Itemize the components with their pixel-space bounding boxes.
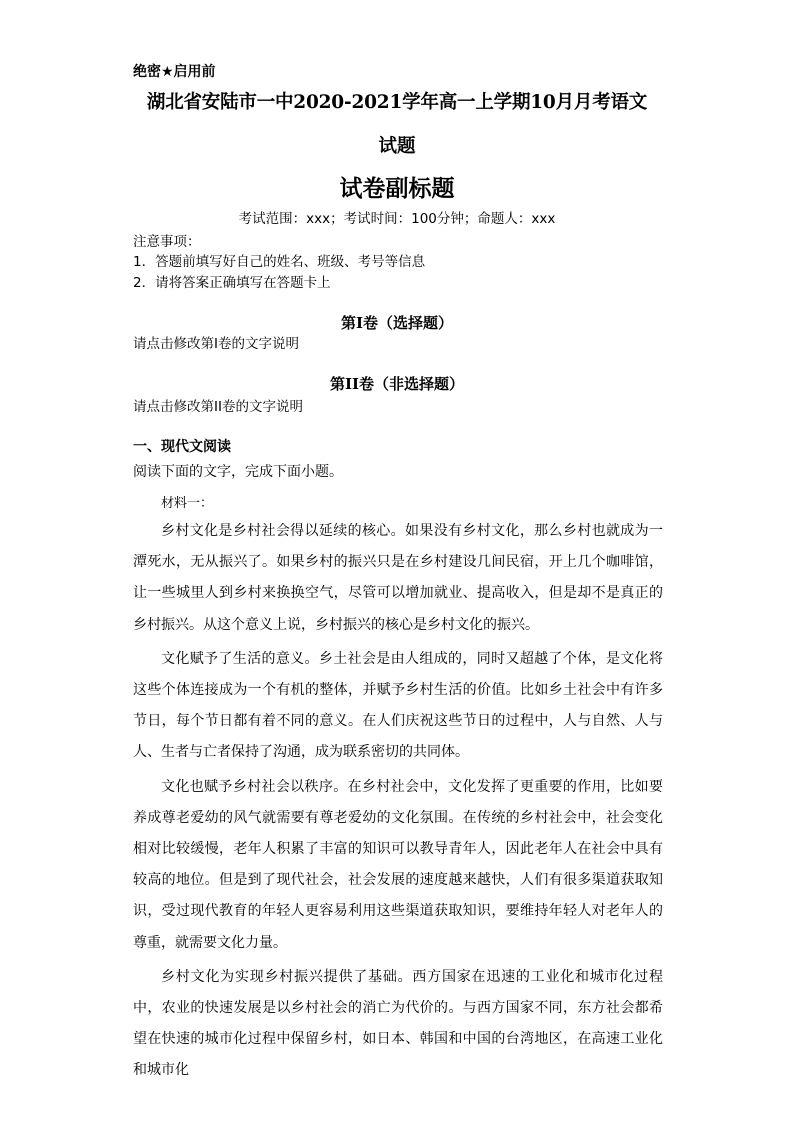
section-heading: 一、现代文阅读 (133, 439, 231, 455)
section-instruction: 阅读下面的文字，完成下面小题。 (133, 464, 343, 480)
volume2-note: 请点击修改第II卷的文字说明 (133, 399, 303, 415)
exam-title-line2: 试题 (378, 136, 416, 157)
passage-body (133, 516, 663, 1087)
passage-paragraph: 文化也赋予乡村社会以秩序。在乡村社会中，文化发挥了更重要的作用，比如要养成尊老爱幼的风气就需要有尊老爱幼的文化氛围。在传统的乡村社会中，社会变化相对比较缓慢，老年人积累了丰富的知识可以教导青年人，因此老年人在社会中具有较高的地位。但是到了现代社会，社会发展的速度越来越快，人们有很多渠道获取知识，受过现代教育的年轻人更容易利用这些渠道获取知识，要维持年轻人对老年人的尊重，就需要文化力量。 (133, 778, 663, 951)
volume2-heading: 第II卷（非选择题） (329, 375, 465, 393)
exam-subtitle: 试卷副标题 (339, 175, 455, 202)
notes-item-1: 1．答题前填写好自己的姓名、班级、考号等信息 (133, 254, 426, 270)
notes-heading: 注意事项： (133, 234, 201, 250)
notes-item-2: 2．请将答案正确填写在答题卡上 (133, 275, 331, 291)
exam-info: 考试范围：xxx；考试时间：100分钟；命题人：xxx (238, 211, 556, 227)
exam-title-line1: 湖北省安陆市一中2020-2021学年高一上学期10月月考语文 (146, 92, 648, 113)
secret-mark: 绝密★启用前 (133, 64, 216, 80)
volume1-note: 请点击修改第I卷的文字说明 (133, 336, 299, 352)
passage-paragraph: 乡村文化是乡村社会得以延续的核心。如果没有乡村文化，那么乡村也就成为一潭死水，无从振兴了。如果乡村的振兴只是在乡村建设几间民宿，开上几个咖啡馆，让一些城里人到乡村来换换空气，尽管可以增加就业、提高收入，但是却不是真正的乡村振兴。从这个意义上说，乡村振兴的核心是乡村文化的振兴。 (133, 523, 663, 633)
material-label: 材料一： (161, 496, 214, 511)
volume1-heading: 第I卷（选择题） (340, 314, 454, 332)
passage-paragraph: 乡村文化为实现乡村振兴提供了基础。西方国家在迅速的工业化和城市化过程中，农业的快速发展是以乡村社会的消亡为代价的。与西方国家不同，东方社会都希望在快速的城市化过程中保留乡村，如日本、韩国和中国的台湾地区，在高速工业化和城市化 (133, 968, 663, 1079)
passage-paragraph: 文化赋予了生活的意义。乡土社会是由人组成的，同时又超越了个体，是文化将这些个体连接成为一个有机的整体，并赋予乡村生活的价值。比如乡土社会中有许多节日，每个节日都有着不同的意义。在人们庆祝这些节日的过程中，人与自然、人与人、生者与亡者保持了沟通，成为联系密切的共同体。 (133, 650, 663, 761)
